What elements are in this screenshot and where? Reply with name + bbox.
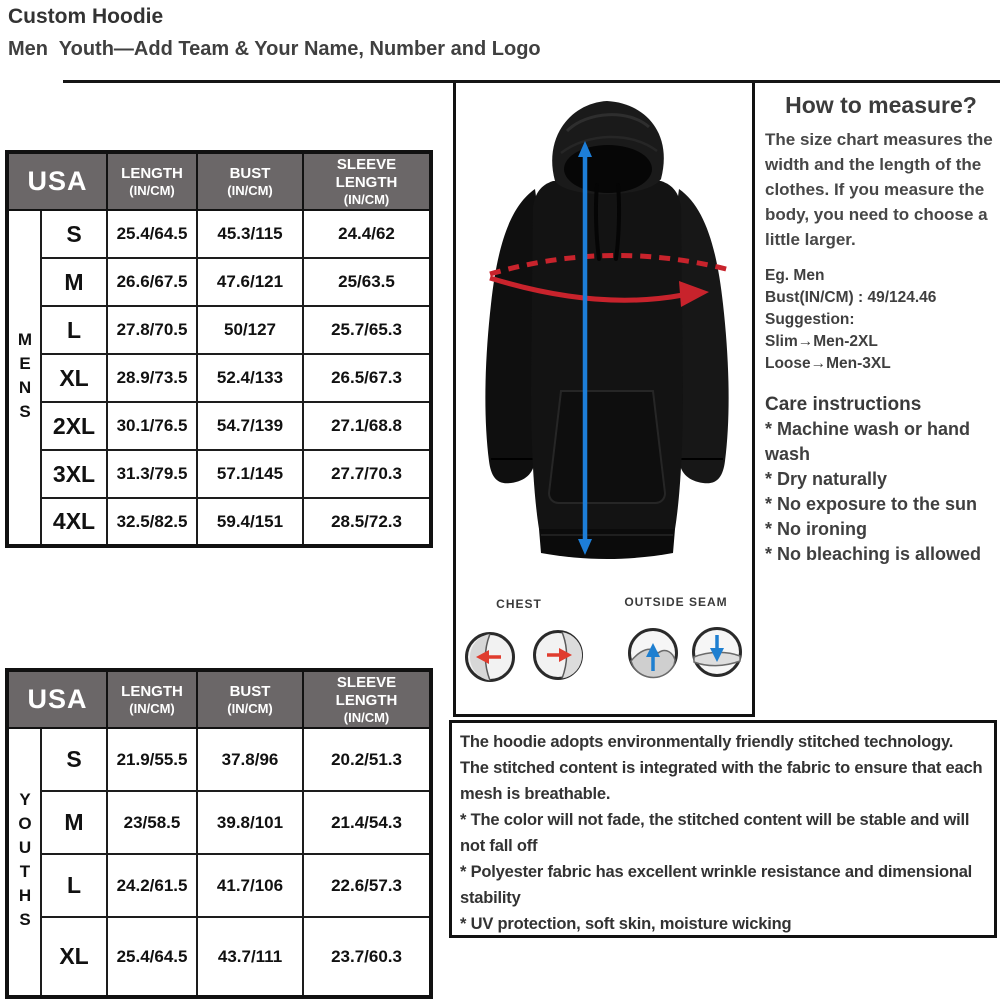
bust-cell: 37.8/96	[197, 728, 303, 791]
page-title: Custom Hoodie	[8, 5, 164, 28]
sleeve-cell: 22.6/57.3	[303, 854, 431, 917]
youths-size-table	[5, 668, 433, 999]
example-line: Bust(IN/CM) : 49/124.46	[765, 289, 937, 306]
care-item: * No ironing	[765, 519, 867, 539]
column-unit: (IN/CM)	[129, 700, 175, 716]
column-unit: (IN/CM)	[129, 182, 175, 198]
length-cell: 25.4/64.5	[107, 210, 197, 258]
page-subtitle: Men Youth—Add Team & Your Name, Number and Logo	[8, 38, 541, 60]
column-header-bust	[197, 152, 303, 210]
table-row	[7, 258, 431, 306]
care-item: * Machine wash or hand wash	[765, 419, 971, 464]
description-line: * UV protection, soft skin, moisture wicking	[460, 915, 792, 933]
column-header-length	[107, 152, 197, 210]
sleeve-cell: 25.7/65.3	[303, 306, 431, 354]
care-item: * No bleaching is allowed	[765, 544, 982, 564]
table-row	[7, 498, 431, 546]
column-name: SLEEVE LENGTH	[335, 673, 398, 709]
size-cell: L	[41, 306, 107, 354]
care-instructions-list	[765, 417, 997, 567]
example-line: Eg. Men	[765, 267, 825, 284]
chest-label: CHEST	[496, 597, 542, 611]
column-name: LENGTH	[121, 164, 183, 182]
column-unit: (IN/CM)	[343, 709, 390, 725]
bust-cell: 43.7/111	[197, 917, 303, 997]
sizing-example	[765, 265, 997, 375]
bust-cell: 41.7/106	[197, 854, 303, 917]
table-header-row	[7, 670, 431, 728]
example-line: Slim→Men-2XL	[765, 333, 878, 350]
table-row	[7, 854, 431, 917]
care-item: * Dry naturally	[765, 469, 888, 489]
bust-cell: 59.4/151	[197, 498, 303, 546]
length-cell: 27.8/70.5	[107, 306, 197, 354]
length-cell: 28.9/73.5	[107, 354, 197, 402]
sleeve-cell: 26.5/67.3	[303, 354, 431, 402]
care-item: * No exposure to the sun	[765, 494, 978, 514]
column-unit: (IN/CM)	[227, 700, 273, 716]
outside-seam-up-icon	[627, 627, 679, 679]
bust-cell: 47.6/121	[197, 258, 303, 306]
sleeve-cell: 23.7/60.3	[303, 917, 431, 997]
bust-cell: 45.3/115	[197, 210, 303, 258]
outside-seam-down-icon	[691, 626, 743, 678]
column-header-usa: USA	[7, 670, 107, 728]
table-row	[7, 917, 431, 997]
size-cell: 3XL	[41, 450, 107, 498]
sleeve-cell: 24.4/62	[303, 210, 431, 258]
column-name: BUST	[229, 164, 271, 182]
column-unit: (IN/CM)	[227, 182, 273, 198]
size-cell: S	[41, 210, 107, 258]
column-name: LENGTH	[121, 682, 183, 700]
sleeve-cell: 27.7/70.3	[303, 450, 431, 498]
column-header-usa: USA	[7, 152, 107, 210]
bust-cell: 39.8/101	[197, 791, 303, 854]
length-cell: 24.2/61.5	[107, 854, 197, 917]
size-cell: XL	[41, 917, 107, 997]
description-line: * The color will not fade, the stitched content will be stable and will not fall off	[460, 811, 970, 855]
column-header-sleeve	[303, 152, 431, 210]
bust-cell: 54.7/139	[197, 402, 303, 450]
table-row	[7, 728, 431, 791]
size-cell: L	[41, 854, 107, 917]
sleeve-cell: 27.1/68.8	[303, 402, 431, 450]
bust-cell: 50/127	[197, 306, 303, 354]
example-line: Loose→Men-3XL	[765, 355, 891, 372]
length-cell: 25.4/64.5	[107, 917, 197, 997]
length-cell: 23/58.5	[107, 791, 197, 854]
size-cell: XL	[41, 354, 107, 402]
outside-seam-label: OUTSIDE SEAM	[624, 595, 728, 609]
table-row	[7, 791, 431, 854]
sleeve-cell: 28.5/72.3	[303, 498, 431, 546]
mens-group-label: MENS	[7, 210, 41, 546]
table-header-row	[7, 152, 431, 210]
sleeve-cell: 20.2/51.3	[303, 728, 431, 791]
chest-measure-left-icon	[464, 631, 516, 683]
table-row	[7, 354, 431, 402]
column-name: SLEEVE LENGTH	[335, 155, 398, 191]
column-unit: (IN/CM)	[343, 191, 390, 207]
mens-size-table	[5, 150, 433, 548]
product-description-box	[449, 720, 997, 938]
length-cell: 26.6/67.5	[107, 258, 197, 306]
column-name: BUST	[229, 682, 271, 700]
length-cell: 31.3/79.5	[107, 450, 197, 498]
bust-cell: 57.1/145	[197, 450, 303, 498]
table-row	[7, 210, 431, 258]
hoodie-image	[457, 89, 757, 577]
table-row	[7, 306, 431, 354]
description-line: The hoodie adopts environmentally friendly stitched technology. The stitched content is integrated with the fabric to ensure that each mesh is breathable.	[460, 733, 983, 803]
measure-diagram-panel	[453, 83, 755, 717]
bust-cell: 52.4/133	[197, 354, 303, 402]
sleeve-cell: 25/63.5	[303, 258, 431, 306]
length-cell: 32.5/82.5	[107, 498, 197, 546]
size-cell: S	[41, 728, 107, 791]
column-header-length	[107, 670, 197, 728]
care-instructions-heading: Care instructions	[765, 394, 922, 415]
size-cell: M	[41, 791, 107, 854]
column-header-bust	[197, 670, 303, 728]
description-line: * Polyester fabric has excellent wrinkle resistance and dimensional stability	[460, 863, 973, 907]
length-cell: 30.1/76.5	[107, 402, 197, 450]
column-header-sleeve	[303, 670, 431, 728]
length-cell: 21.9/55.5	[107, 728, 197, 791]
example-line: Suggestion:	[765, 311, 855, 328]
how-to-measure-body: The size chart measures the width and the length of the clothes. If you measure the body, you need to choose a little larger.	[765, 130, 993, 249]
table-row	[7, 402, 431, 450]
how-to-measure-section	[765, 92, 997, 567]
how-to-measure-heading: How to measure?	[785, 92, 977, 118]
size-cell: 2XL	[41, 402, 107, 450]
size-cell: M	[41, 258, 107, 306]
table-row	[7, 450, 431, 498]
chest-measure-right-icon	[532, 629, 584, 681]
size-cell: 4XL	[41, 498, 107, 546]
sleeve-cell: 21.4/54.3	[303, 791, 431, 854]
youths-group-label: YOUTHS	[7, 728, 41, 997]
